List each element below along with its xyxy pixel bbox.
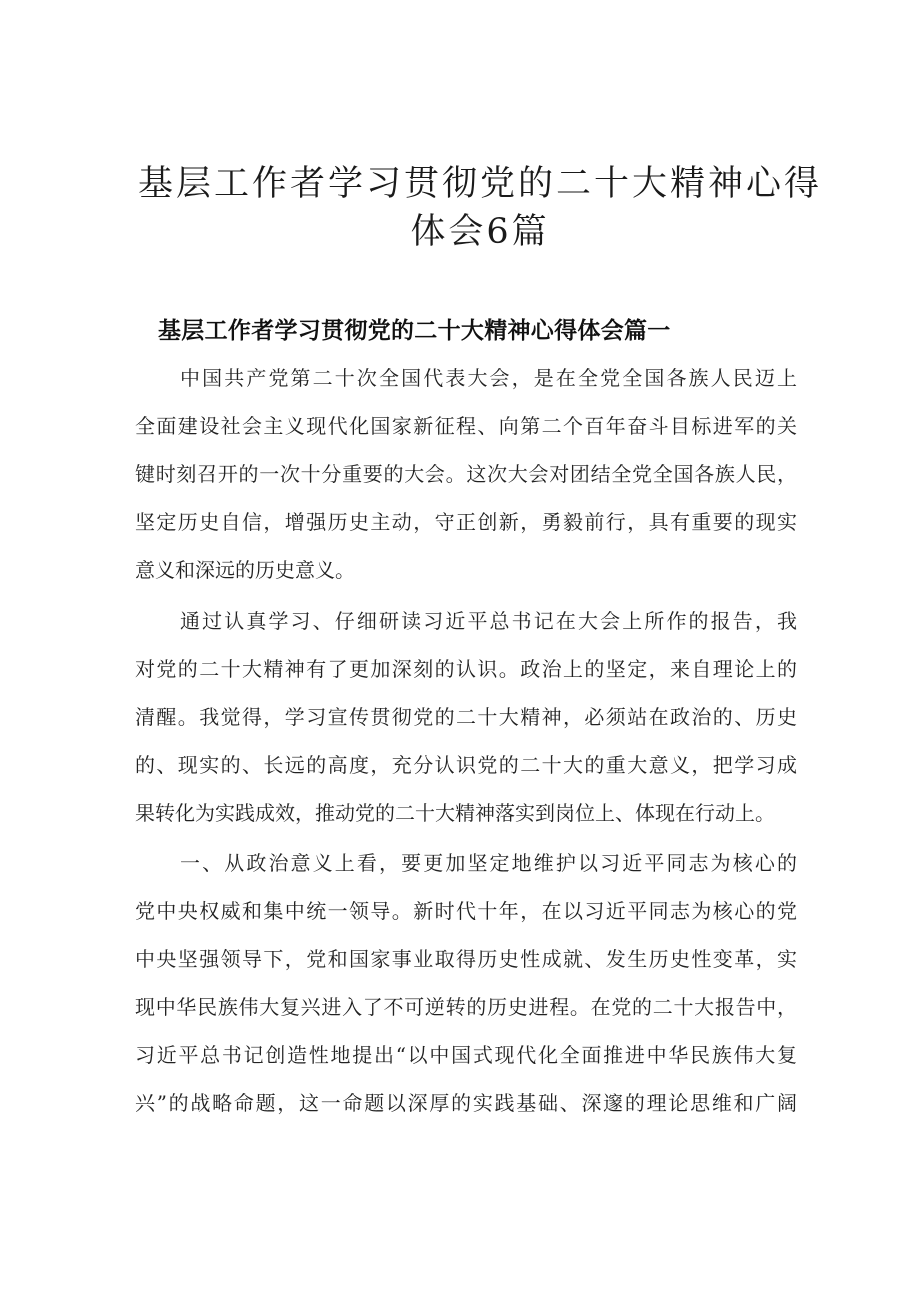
document-title-line-1: 基层工作者学习贯彻党的二十大精神心得: [137, 164, 822, 204]
paragraph-3-line: 中央坚强领导下，党和国家事业取得历史性成就、发生历史性变革，实: [135, 947, 797, 971]
paragraph-2-line: 对党的二十大精神有了更加深刻的认识。政治上的坚定，来自理论上的: [135, 657, 797, 681]
paragraph-1-line: 中国共产党第二十次全国代表大会，是在全党全国各族人民迈上: [180, 366, 797, 390]
paragraph-2-line: 清醒。我觉得，学习宣传贯彻党的二十大精神，必须站在政治的、历史: [135, 705, 797, 729]
paragraph-3-line: 现中华民族伟大复兴进入了不可逆转的历史进程。在党的二十大报告中，: [135, 995, 797, 1019]
paragraph-1-line: 键时刻召开的一次十分重要的大会。这次大会对团结全党全国各族人民，: [135, 462, 797, 486]
document-title-line-2: 体会6篇: [410, 212, 550, 252]
paragraph-2-line: 通过认真学习、仔细研读习近平总书记在大会上所作的报告，我: [180, 609, 797, 633]
section-title: 基层工作者学习贯彻党的二十大精神心得体会篇一: [158, 318, 671, 344]
paragraph-2-line: 的、现实的、长远的高度，充分认识党的二十大的重大意义，把学习成: [135, 753, 797, 777]
paragraph-1-line: 全面建设社会主义现代化国家新征程、向第二个百年奋斗目标进军的关: [135, 414, 797, 438]
paragraph-1-line: 意义和深远的历史意义。: [135, 558, 355, 582]
paragraph-3-line: 习近平总书记创造性地提出“以中国式现代化全面推进中华民族伟大复: [135, 1043, 797, 1067]
paragraph-1-line: 坚定历史自信，增强历史主动，守正创新，勇毅前行，具有重要的现实: [135, 510, 797, 534]
paragraph-2-line: 果转化为实践成效，推动党的二十大精神落实到岗位上、体现在行动上。: [135, 801, 775, 825]
paragraph-3-line: 兴”的战略命题，这一命题以深厚的实践基础、深邃的理论思维和广阔: [135, 1091, 797, 1115]
paragraph-3-line: 一、从政治意义上看，要更加坚定地维护以习近平同志为核心的: [180, 851, 797, 875]
paragraph-3-line: 党中央权威和集中统一领导。新时代十年，在以习近平同志为核心的党: [135, 899, 797, 923]
